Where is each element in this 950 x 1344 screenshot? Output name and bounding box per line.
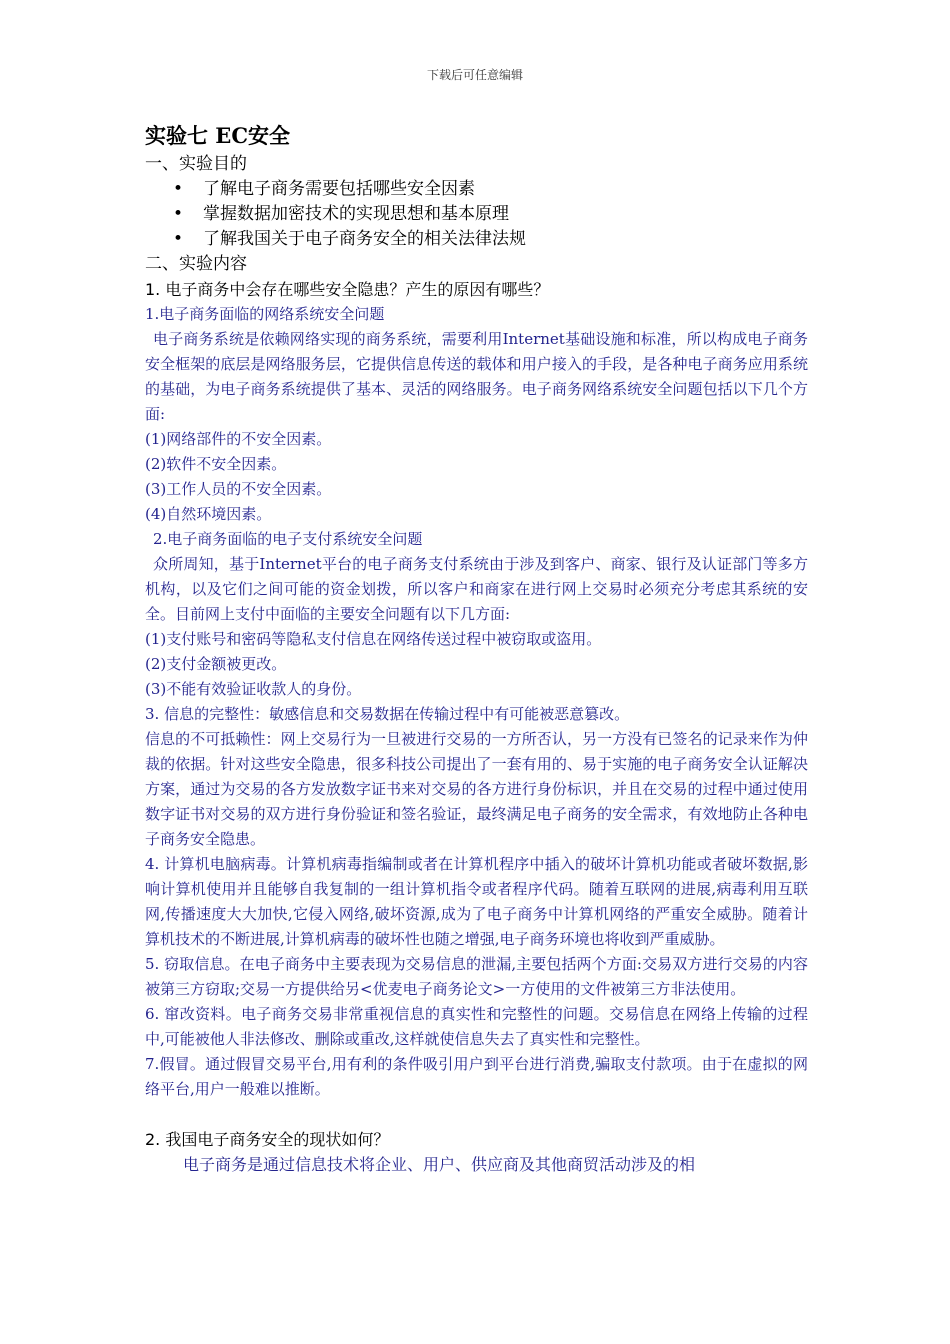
document-body bbox=[145, 120, 808, 1177]
page-header: 下载后可任意编辑 bbox=[426, 68, 523, 82]
list-item: • 了解电子商务需要包括哪些安全因素 bbox=[145, 177, 808, 202]
paragraph: (2)支付金额被更改。 bbox=[145, 655, 287, 673]
paragraph: (4)自然环境因素。 bbox=[145, 505, 272, 523]
paragraph: 信息的不可抵赖性：网上交易行为一旦被进行交易的一方所否认，另一方没有已签名的记录来作为仲裁的依据。针对这些安全隐患，很多科技公司提出了一套有用的、易于实施的电子商务安全认证解决方案，通过为交易的各方发放数字证书来对交易的各方进行身份标识，并且在交易的过程中通过使用数字证书对交易的双方进行身份验证和签名验证，最终满足电子商务的安全需求，有效地防止各种电子商务安全隐患。 bbox=[145, 730, 808, 848]
paragraph: (3)工作人员的不安全因素。 bbox=[145, 480, 332, 498]
spacer bbox=[145, 1102, 808, 1127]
bullet-icon: • bbox=[173, 229, 184, 249]
paragraph: (3)不能有效验证收款人的身份。 bbox=[145, 680, 362, 698]
section-heading-objectives: 一、实验目的 bbox=[145, 154, 247, 174]
paragraph: (1)网络部件的不安全因素。 bbox=[145, 430, 332, 448]
paragraph: 3. 信息的完整性：敏感信息和交易数据在传输过程中有可能被恶意篡改。 bbox=[145, 705, 630, 723]
objectives-list bbox=[145, 177, 808, 252]
paragraph: 电子商务系统是依赖网络实现的商务系统，需要利用Internet基础设施和标准，所以构成电子商务安全框架的底层是网络服务层，它提供信息传送的载体和用户接入的手段，是各种电子商务应用系统的基础，为电子商务系统提供了基本、灵活的网络服务。电子商务网络系统安全问题包括以下几个方面: bbox=[145, 330, 808, 423]
question-2: 2. 我国电子商务安全的现状如何？ bbox=[145, 1130, 390, 1149]
paragraph: (2)软件不安全因素。 bbox=[145, 455, 287, 473]
subheading: 2.电子商务面临的电子支付系统安全问题 bbox=[153, 530, 423, 548]
question-1: 1. 电子商务中会存在哪些安全隐患？产生的原因有哪些？ bbox=[145, 280, 550, 299]
paragraph: 4. 计算机电脑病毒。计算机病毒指编制或者在计算机程序中插入的破坏计算机功能或者破坏数据,影响计算机使用并且能够自我复制的一组计算机指令或者程序代码。随着互联网的进展,病毒利用互联网,传播速度大大加快,它侵入网络,破坏资源,成为了电子商务中计算机网络的严重安全威胁。随着计算机技术的不断进展,计算机病毒的破坏性也随之增强,电子商务环境也将收到严重威胁。 bbox=[145, 855, 808, 948]
section-heading-content: 二、实验内容 bbox=[145, 254, 247, 274]
paragraph: 5. 窃取信息。在电子商务中主要表现为交易信息的泄漏,主要包括两个方面:交易双方进行交易的内容被第三方窃取;交易一方提供给另<优麦电子商务论文>一方使用的文件被第三方非法使用。 bbox=[145, 955, 808, 998]
document-title: 实验七 EC安全 bbox=[145, 123, 291, 148]
list-item: • 了解我国关于电子商务安全的相关法律法规 bbox=[145, 227, 808, 252]
bullet-icon: • bbox=[173, 204, 184, 224]
paragraph: 7.假冒。通过假冒交易平台,用有利的条件吸引用户到平台进行消费,骗取支付款项。由于在虚拟的网络平台,用户一般难以推断。 bbox=[145, 1055, 808, 1098]
list-item: • 掌握数据加密技术的实现思想和基本原理 bbox=[145, 202, 808, 227]
paragraph: (1)支付账号和密码等隐私支付信息在网络传送过程中被窃取或盗用。 bbox=[145, 630, 602, 648]
paragraph: 6. 窜改资料。电子商务交易非常重视信息的真实性和完整性的问题。交易信息在网络上传输的过程中,可能被他人非法修改、删除或重改,这样就使信息失去了真实性和完整性。 bbox=[145, 1005, 808, 1048]
paragraph: 电子商务是通过信息技术将企业、用户、供应商及其他商贸活动涉及的相 bbox=[183, 1155, 696, 1174]
subheading: 1.电子商务面临的网络系统安全问题 bbox=[145, 305, 385, 323]
bullet-icon: • bbox=[173, 179, 184, 199]
paragraph: 众所周知，基于Internet平台的电子商务支付系统由于涉及到客户、商家、银行及认证部门等多方机构，以及它们之间可能的资金划拨，所以客户和商家在进行网上交易时必须充分考虑其系统的安全。目前网上支付中面临的主要安全问题有以下几方面: bbox=[145, 555, 808, 623]
